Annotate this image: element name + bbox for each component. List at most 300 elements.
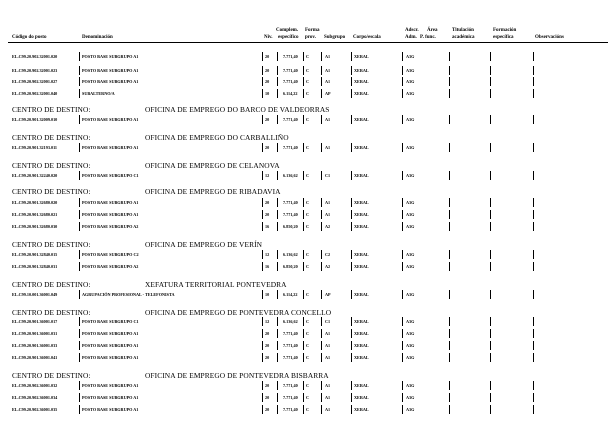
column-divider (351, 250, 352, 259)
column-divider (262, 393, 263, 402)
subgrupo-cell: A2 (325, 264, 331, 269)
complemento-cell: 7.771,40 (283, 407, 298, 412)
forma-provision-cell: C (306, 407, 310, 412)
nivel-cell: 20 (265, 212, 270, 217)
column-divider (321, 329, 322, 338)
column-divider (262, 290, 263, 299)
column-divider (449, 143, 450, 152)
denominacion-cell: POSTO BASE SUBGRUPO A1 (82, 145, 139, 150)
column-divider (449, 250, 450, 259)
nivel-cell: 12 (265, 173, 270, 178)
posto-code-cell: EL.C99.20.902.36001.032 (12, 383, 58, 388)
column-divider (303, 52, 304, 61)
corpo-escala-cell: XERAL (354, 224, 369, 229)
column-divider (402, 52, 403, 61)
table-row (0, 116, 615, 124)
column-divider (490, 290, 491, 299)
column-divider (351, 290, 352, 299)
column-divider (321, 210, 322, 219)
centro-destino-label: CENTRO DE DESTINO: (12, 133, 91, 142)
nivel-cell: 20 (265, 117, 270, 122)
column-divider (321, 198, 322, 207)
column-divider (277, 198, 278, 207)
column-divider (449, 222, 450, 231)
centro-destino-name: OFICINA DE EMPREGO DO CARBALLIÑO (145, 133, 289, 142)
header-formacion-bottom: específica (493, 35, 514, 40)
adscricion-cell: A3G (406, 200, 415, 205)
table-row (0, 199, 615, 207)
column-divider (277, 89, 278, 98)
denominacion-cell: POSTO BASE SUBGRUPO C1 (82, 319, 139, 324)
column-divider (533, 77, 534, 86)
column-divider (449, 52, 450, 61)
table-row (0, 78, 615, 86)
corpo-escala-cell: XERAL (354, 355, 369, 360)
header-area-bottom: P. func. (420, 35, 436, 40)
complemento-cell: 7.771,40 (283, 68, 298, 73)
column-divider (321, 171, 322, 180)
column-divider (402, 353, 403, 362)
column-divider (79, 66, 80, 75)
column-divider (533, 405, 534, 414)
complemento-cell: 6.114,22 (283, 91, 298, 96)
column-divider (351, 115, 352, 124)
column-divider (351, 341, 352, 350)
column-divider (533, 210, 534, 219)
posto-code-cell: EL.C99.20.902.36001.035 (12, 407, 58, 412)
column-divider (79, 198, 80, 207)
column-divider (449, 317, 450, 326)
subgrupo-cell: A1 (325, 395, 331, 400)
posto-code-cell: EL.C99.20.902.36001.034 (12, 395, 58, 400)
column-divider (262, 353, 263, 362)
centro-destino-label: CENTRO DE DESTINO: (12, 161, 91, 170)
column-divider (402, 341, 403, 350)
column-divider (490, 89, 491, 98)
forma-provision-cell: C (306, 343, 310, 348)
nivel-cell: 20 (265, 331, 270, 336)
column-divider (321, 341, 322, 350)
centro-destino-label: CENTRO DE DESTINO: (12, 308, 91, 317)
column-divider (79, 329, 80, 338)
nivel-cell: 10 (265, 292, 270, 297)
column-divider (449, 341, 450, 350)
column-divider (277, 143, 278, 152)
complemento-cell: 6.136,62 (283, 252, 298, 257)
forma-provision-cell: C (306, 319, 310, 324)
column-divider (533, 329, 534, 338)
column-divider (351, 317, 352, 326)
column-divider (449, 353, 450, 362)
denominacion-cell: SUBALTERNO/A (82, 91, 115, 96)
table-row (0, 406, 615, 414)
denominacion-cell: POSTO BASE SUBGRUPO A1 (82, 343, 139, 348)
complemento-cell: 7.771,40 (283, 331, 298, 336)
column-divider (303, 222, 304, 231)
complemento-cell: 6.850,20 (283, 224, 298, 229)
denominacion-cell: POSTO BASE SUBGRUPO A1 (82, 212, 139, 217)
posto-code-cell: EL.C99.20.901.36001.017 (12, 319, 58, 324)
column-divider (79, 115, 80, 124)
denominacion-cell: POSTO BASE SUBGRUPO A1 (82, 407, 139, 412)
nivel-cell: 16 (265, 264, 270, 269)
column-divider (533, 115, 534, 124)
column-divider (277, 405, 278, 414)
column-divider (321, 143, 322, 152)
nivel-cell: 12 (265, 252, 270, 257)
nivel-cell: 20 (265, 383, 270, 388)
forma-provision-cell: C (306, 212, 310, 217)
column-divider (449, 198, 450, 207)
forma-provision-cell: C (306, 145, 310, 150)
column-divider (351, 171, 352, 180)
table-row (0, 342, 615, 350)
header-complem-bottom: específico (278, 35, 299, 40)
denominacion-cell: POSTO BASE SUBGRUPO A1 (82, 79, 139, 84)
corpo-escala-cell: XERAL (354, 200, 369, 205)
forma-provision-cell: C (306, 355, 310, 360)
column-divider (402, 89, 403, 98)
header-denominacion: Denominación (82, 35, 113, 40)
forma-provision-cell: C (306, 331, 310, 336)
column-divider (277, 262, 278, 271)
column-divider (351, 143, 352, 152)
column-divider (351, 262, 352, 271)
header-corpo: Corpo/escala (353, 35, 381, 40)
column-divider (321, 353, 322, 362)
centro-destino-label: CENTRO DE DESTINO: (12, 187, 91, 196)
column-divider (449, 66, 450, 75)
header-nivel: Niv. (264, 35, 273, 40)
column-divider (321, 250, 322, 259)
forma-provision-cell: C (306, 200, 310, 205)
forma-provision-cell: C (306, 395, 310, 400)
column-divider (351, 222, 352, 231)
header-titulacion-bottom: académica (452, 35, 475, 40)
column-divider (449, 171, 450, 180)
column-divider (303, 405, 304, 414)
column-divider (351, 66, 352, 75)
corpo-escala-cell: XERAL (354, 292, 369, 297)
column-divider (321, 393, 322, 402)
column-divider (402, 262, 403, 271)
column-divider (303, 290, 304, 299)
forma-provision-cell: C (306, 252, 310, 257)
subgrupo-cell: A1 (325, 355, 331, 360)
centro-destino-label: CENTRO DE DESTINO: (12, 240, 91, 249)
column-divider (262, 171, 263, 180)
posto-code-cell: EL.C99.20.901.32840.031 (12, 264, 58, 269)
header-adscr-bottom: Adm. (405, 35, 417, 40)
complemento-cell: 6.136,62 (283, 319, 298, 324)
corpo-escala-cell: XERAL (354, 331, 369, 336)
corpo-escala-cell: XERAL (354, 395, 369, 400)
column-divider (303, 66, 304, 75)
adscricion-cell: A3G (406, 383, 415, 388)
forma-provision-cell: C (306, 54, 310, 59)
adscricion-cell: A3G (406, 343, 415, 348)
header-titulacion-top: Titulación (452, 28, 474, 33)
denominacion-cell: POSTO BASE SUBGRUPO A1 (82, 200, 139, 205)
column-divider (277, 171, 278, 180)
column-divider (449, 89, 450, 98)
centro-destino-name: OFICINA DE EMPREGO DE CELANOVA (145, 161, 280, 170)
column-divider (303, 341, 304, 350)
column-divider (449, 329, 450, 338)
column-divider (277, 52, 278, 61)
adscricion-cell: A3G (406, 173, 415, 178)
posto-code-cell: EL.C99.20.902.32001.020 (12, 54, 58, 59)
column-divider (79, 143, 80, 152)
column-divider (303, 329, 304, 338)
adscricion-cell: A3G (406, 395, 415, 400)
header-complem-top: Complem. (276, 28, 299, 33)
header-divider (8, 42, 608, 43)
column-divider (490, 262, 491, 271)
subgrupo-cell: A1 (325, 407, 331, 412)
posto-code-cell: EL.C99.20.901.32193.011 (12, 145, 58, 150)
column-divider (490, 52, 491, 61)
column-divider (533, 262, 534, 271)
denominacion-cell: POSTO BASE SUBGRUPO A1 (82, 355, 139, 360)
column-divider (277, 381, 278, 390)
column-divider (490, 222, 491, 231)
column-divider (79, 52, 80, 61)
column-divider (277, 77, 278, 86)
table-row (0, 263, 615, 271)
table-row (0, 291, 615, 299)
column-divider (402, 210, 403, 219)
centro-destino-name: OFICINA DE EMPREGO DE VERÍN (145, 240, 263, 249)
column-divider (79, 353, 80, 362)
column-divider (533, 353, 534, 362)
column-divider (351, 405, 352, 414)
centro-destino-label: CENTRO DE DESTINO: (12, 371, 91, 380)
column-divider (490, 115, 491, 124)
table-row (0, 354, 615, 362)
column-divider (402, 143, 403, 152)
nivel-cell: 10 (265, 91, 270, 96)
posto-code-cell: EL.C99.20.902.32001.027 (12, 79, 58, 84)
adscricion-cell: A3G (406, 91, 415, 96)
denominacion-cell: POSTO BASE SUBGRUPO A1 (82, 395, 139, 400)
column-divider (402, 290, 403, 299)
column-divider (262, 405, 263, 414)
column-divider (262, 341, 263, 350)
adscricion-cell: A3G (406, 54, 415, 59)
column-divider (402, 77, 403, 86)
column-divider (321, 222, 322, 231)
column-divider (303, 210, 304, 219)
column-divider (79, 405, 80, 414)
nivel-cell: 12 (265, 319, 270, 324)
denominacion-cell: POSTO BASE SUBGRUPO C2 (82, 252, 139, 257)
column-divider (277, 222, 278, 231)
column-divider (79, 381, 80, 390)
table-row (0, 67, 615, 75)
column-divider (490, 353, 491, 362)
column-divider (321, 115, 322, 124)
column-divider (490, 66, 491, 75)
subgrupo-cell: A2 (325, 224, 331, 229)
nivel-cell: 20 (265, 200, 270, 205)
column-divider (490, 317, 491, 326)
column-divider (277, 317, 278, 326)
nivel-cell: 20 (265, 395, 270, 400)
complemento-cell: 7.771,40 (283, 200, 298, 205)
column-divider (277, 210, 278, 219)
corpo-escala-cell: XERAL (354, 173, 369, 178)
column-divider (262, 115, 263, 124)
complemento-cell: 7.771,40 (283, 395, 298, 400)
adscricion-cell: A3G (406, 212, 415, 217)
column-divider (79, 393, 80, 402)
column-divider (303, 262, 304, 271)
column-divider (262, 77, 263, 86)
denominacion-cell: POSTO BASE SUBGRUPO A1 (82, 68, 139, 73)
denominacion-cell: POSTO BASE SUBGRUPO A1 (82, 117, 139, 122)
column-divider (262, 143, 263, 152)
posto-code-cell: EL.C99.10.001.36001.049 (12, 292, 58, 297)
column-divider (533, 171, 534, 180)
column-divider (533, 198, 534, 207)
adscricion-cell: A3G (406, 68, 415, 73)
subgrupo-cell: A1 (325, 383, 331, 388)
corpo-escala-cell: XERAL (354, 319, 369, 324)
subgrupo-cell: A1 (325, 212, 331, 217)
column-divider (533, 290, 534, 299)
column-divider (321, 89, 322, 98)
column-divider (79, 262, 80, 271)
adscricion-cell: A3G (406, 79, 415, 84)
column-divider (490, 143, 491, 152)
denominacion-cell: AGRUPACIÓN PROFESIONAL - TELEFONISTA (82, 292, 175, 297)
complemento-cell: 6.136,62 (283, 173, 298, 178)
column-divider (79, 341, 80, 350)
table-row (0, 90, 615, 98)
column-divider (490, 381, 491, 390)
column-divider (449, 405, 450, 414)
column-divider (321, 52, 322, 61)
column-divider (533, 341, 534, 350)
column-divider (262, 210, 263, 219)
header-area-top: Área (427, 28, 438, 33)
column-divider (449, 262, 450, 271)
forma-provision-cell: C (306, 91, 310, 96)
complemento-cell: 6.850,20 (283, 264, 298, 269)
posto-code-cell: EL.C99.20.901.36001.031 (12, 331, 58, 336)
subgrupo-cell: A1 (325, 117, 331, 122)
corpo-escala-cell: XERAL (354, 383, 369, 388)
column-divider (303, 353, 304, 362)
column-divider (262, 66, 263, 75)
column-divider (262, 317, 263, 326)
adscricion-cell: A3G (406, 224, 415, 229)
header-forma-bottom: prov. (305, 35, 316, 40)
column-divider (303, 250, 304, 259)
nivel-cell: 20 (265, 355, 270, 360)
table-row (0, 53, 615, 61)
column-divider (303, 171, 304, 180)
column-divider (490, 341, 491, 350)
table-row (0, 251, 615, 259)
posto-code-cell: EL.C99.20.901.32680.030 (12, 224, 58, 229)
column-divider (303, 89, 304, 98)
denominacion-cell: POSTO BASE SUBGRUPO A1 (82, 54, 139, 59)
table-row (0, 318, 615, 326)
subgrupo-cell: A1 (325, 145, 331, 150)
subgrupo-cell: AP (325, 292, 331, 297)
column-divider (303, 317, 304, 326)
header-codigo: Código do posto (12, 35, 47, 40)
corpo-escala-cell: XERAL (354, 252, 369, 257)
column-divider (490, 210, 491, 219)
header-subgrupo: Subgrupo (324, 35, 346, 40)
corpo-escala-cell: XERAL (354, 212, 369, 217)
column-divider (262, 222, 263, 231)
column-divider (321, 262, 322, 271)
column-divider (262, 381, 263, 390)
table-row (0, 211, 615, 219)
table-row (0, 223, 615, 231)
complemento-cell: 7.771,40 (283, 54, 298, 59)
centro-destino-name: OFICINA DE EMPREGO DO BARCO DE VALDEORRAS (145, 105, 330, 114)
column-divider (533, 317, 534, 326)
centro-destino-name: OFICINA DE EMPREGO DE RIBADAVIA (145, 187, 281, 196)
column-divider (303, 381, 304, 390)
column-divider (533, 89, 534, 98)
column-divider (402, 405, 403, 414)
column-divider (533, 143, 534, 152)
column-divider (449, 210, 450, 219)
denominacion-cell: POSTO BASE SUBGRUPO A1 (82, 331, 139, 336)
subgrupo-cell: A1 (325, 68, 331, 73)
column-divider (262, 250, 263, 259)
column-divider (490, 171, 491, 180)
header-observacions: Observacións (535, 35, 564, 40)
complemento-cell: 7.771,40 (283, 117, 298, 122)
centro-destino-name: OFICINA DE EMPREGO DE PONTEVEDRA BISBARRA (145, 371, 329, 380)
column-divider (351, 210, 352, 219)
posto-code-cell: EL.C99.20.901.32840.015 (12, 252, 58, 257)
complemento-cell: 7.771,40 (283, 212, 298, 217)
column-divider (303, 393, 304, 402)
column-divider (277, 353, 278, 362)
column-divider (303, 198, 304, 207)
denominacion-cell: POSTO BASE SUBGRUPO A1 (82, 383, 139, 388)
column-divider (449, 115, 450, 124)
column-divider (402, 250, 403, 259)
complemento-cell: 7.771,40 (283, 383, 298, 388)
corpo-escala-cell: XERAL (354, 91, 369, 96)
column-divider (449, 381, 450, 390)
column-divider (262, 89, 263, 98)
column-divider (402, 393, 403, 402)
adscricion-cell: A3G (406, 355, 415, 360)
corpo-escala-cell: XERAL (354, 407, 369, 412)
subgrupo-cell: AP (325, 91, 331, 96)
subgrupo-cell: A1 (325, 331, 331, 336)
complemento-cell: 7.771,40 (283, 355, 298, 360)
posto-code-cell: EL.C99.20.901.36001.041 (12, 355, 58, 360)
forma-provision-cell: C (306, 264, 310, 269)
adscricion-cell: A3G (406, 252, 415, 257)
corpo-escala-cell: XERAL (354, 264, 369, 269)
column-divider (321, 405, 322, 414)
column-divider (277, 393, 278, 402)
column-divider (533, 381, 534, 390)
complemento-cell: 6.114,22 (283, 292, 298, 297)
